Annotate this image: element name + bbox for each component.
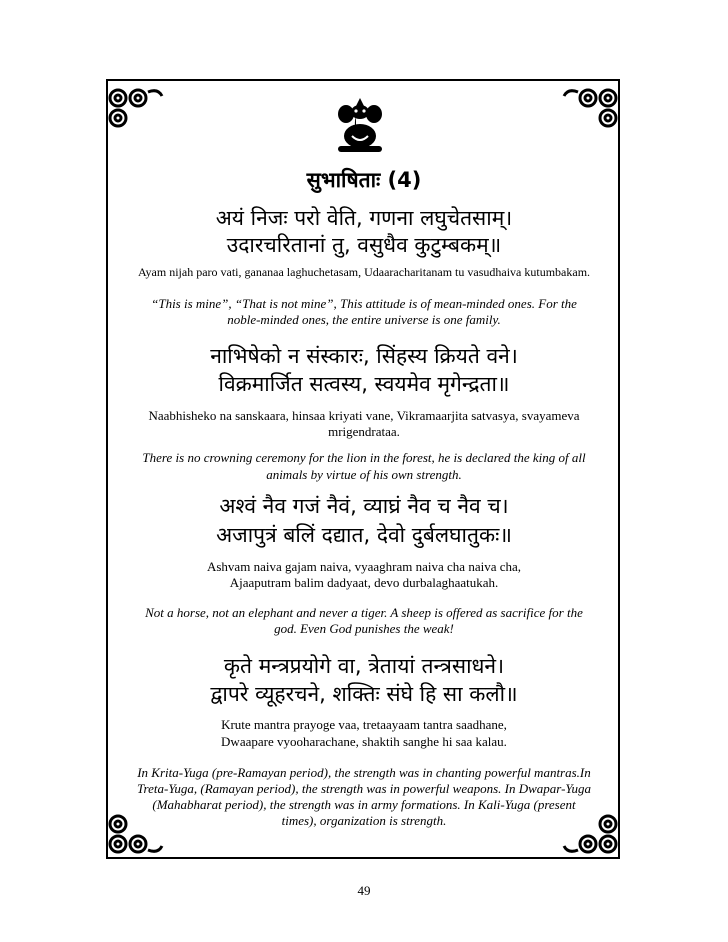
verse-1-translation-line-1: “This is mine”, “That is not mine”, This attitude is of mean-minded ones. For the	[151, 296, 577, 311]
ganesha-icon	[330, 96, 390, 154]
verse-2-sanskrit-line-2: विक्रमार्जित सत्वस्य, स्वयमेव मृगेन्द्रता॥	[218, 372, 510, 396]
swirl-ornament-icon	[562, 80, 622, 130]
verse-4-sanskrit-line-2: द्वापरे व्यूहरचने, शक्तिः संघे हि सा कलौ॥	[210, 682, 518, 706]
verse-3-transliteration-line-1: Ashvam naiva gajam naiva, vyaaghram naiva cha naiva cha,	[206, 559, 522, 574]
verse-2-transliteration-line-2: mrigendrataa.	[328, 424, 400, 439]
verse-3-translation-line-2: god. Even God punishes the weak!	[274, 621, 454, 636]
verse-1-sanskrit-line-2: उदारचरितानां तु, वसुधैव कुटुम्बकम्॥	[226, 233, 502, 257]
verse-2-sanskrit-line-1: नाभिषेको न संस्कारः, सिंहस्य क्रियते वने।	[210, 344, 518, 368]
border-left	[106, 79, 108, 859]
verse-4-translation-line-2: Treta-Yuga, (Ramayan period), the strength was in powerful weapons. In Dwapar-Yuga	[137, 781, 591, 796]
verse-1-sanskrit-line-1: अयं निजः परो वेति, गणना लघुचेतसाम्।	[215, 206, 513, 230]
verse-4-sanskrit-line-1: कृते मन्त्रप्रयोगे वा, त्रेतायां तन्त्रसाधने।	[223, 654, 505, 678]
verse-3-sanskrit-line-2: अजापुत्रं बलिं दद्यात, देवो दुर्बलघातुकः॥	[216, 523, 512, 547]
verse-1-translation-line-2: noble-minded ones, the entire universe is one family.	[227, 312, 501, 327]
verse-4-transliteration-line-2: Dwaapare vyooharachane, shaktih sanghe hi saa kalau.	[221, 734, 507, 749]
verse-2-translation-line-1: There is no crowning ceremony for the lion in the forest, he is declared the king of all	[142, 450, 586, 465]
verse-4-translation-line-1: In Krita-Yuga (pre-Ramayan period), the strength was in chanting powerful mantras.In	[137, 765, 591, 780]
verse-4-transliteration-line-1: Krute mantra prayoge vaa, tretaayaam tantra saadhane,	[221, 717, 507, 732]
page-title: सुभाषिताः (4)	[306, 168, 422, 192]
swirl-ornament-icon	[104, 80, 164, 130]
verse-4-translation-line-3: (Mahabharat period), the strength was in army formations. In Kali-Yuga (present	[152, 797, 576, 812]
verse-2-transliteration-line-1: Naabhisheko na sanskaara, hinsaa kriyati vane, Vikramaarjita satvasya, svayameva	[148, 408, 580, 423]
verse-3-transliteration-line-2: Ajaaputram balim dadyaat, devo durbalaghaatukah.	[229, 575, 499, 590]
border-bottom	[106, 857, 620, 859]
border-right	[618, 79, 620, 859]
border-top	[106, 79, 620, 81]
verse-1-transliteration: Ayam nijah paro vati, gananaa laghuchetasam, Udaaracharitanam tu vasudhaiva kutumbakam.	[137, 265, 591, 279]
page-number: 49	[357, 883, 371, 898]
verse-3-sanskrit-line-1: अश्वं नैव गजं नैवं, व्याघ्रं नैव च नैव च।	[219, 494, 509, 518]
verse-4-translation-line-4: times), organization is strength.	[281, 813, 447, 828]
verse-3-translation-line-1: Not a horse, not an elephant and never a tiger. A sheep is offered as sacrifice for the	[145, 605, 583, 620]
verse-2-translation-line-2: animals by virtue of his own strength.	[266, 467, 462, 482]
